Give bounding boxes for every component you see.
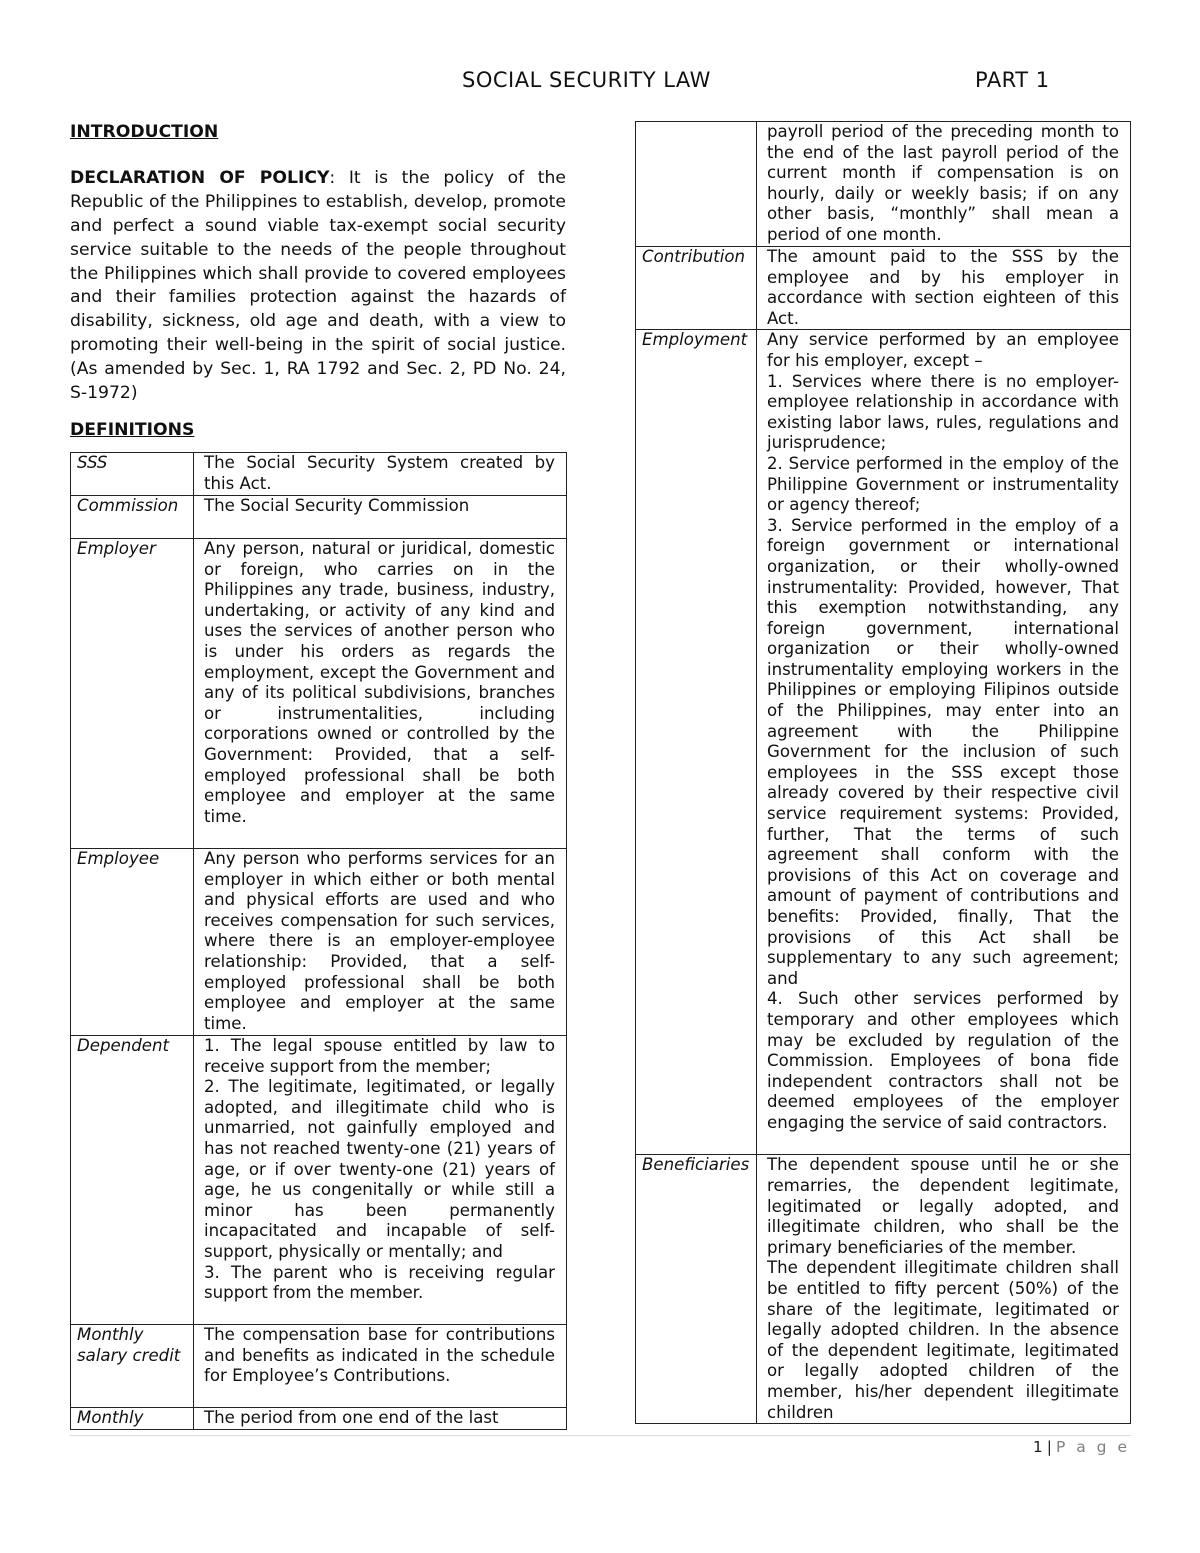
page-label: P a g e [1055, 1438, 1130, 1456]
term-monthly: Monthly [71, 1408, 194, 1430]
definition: The Social Security Commission [194, 496, 567, 539]
policy-label: DECLARATION OF POLICY [70, 167, 330, 188]
term-beneficiaries: Beneficiaries [636, 1155, 757, 1424]
definition: Any person, natural or juridical, domestic or foreign, who carries on in the Philippines any trade, business, industry, undertaking, or activity of any kind and uses the services of another person who is under his orders as regards the employment, except the Government and any of its political subdivisions, branches or instrumentalities, including corporations owned or controlled by the Government: Provided, that a self-employed professional shall be both employee and employer at the same time. [194, 539, 567, 849]
definition: The compensation base for contributions and benefits as indicated in the schedule for Employee’s Contributions. [194, 1325, 567, 1408]
footer-divider [70, 1435, 1131, 1436]
definition-paragraph: Any service performed by an employee for his employer, except – [767, 330, 1119, 370]
term-continued [636, 122, 757, 247]
table-row [636, 330, 1131, 1155]
definition-paragraph: 3. The parent who is receiving regular support from the member. [204, 1262, 555, 1303]
table-row [636, 1155, 1131, 1424]
definitions-table-right [635, 121, 1131, 1424]
term-contribution: Contribution [636, 247, 757, 330]
definition: payroll period of the preceding month to the end of the last payroll period of the current month if compensation is on hourly, daily or weekly basis; if on any other basis, “monthly” shall mean a period of one month. [757, 122, 1131, 247]
term-employment: Employment [636, 330, 757, 1155]
policy-text: : It is the policy of the Republic of the Philippines to establish, develop, promote and perfect a sound viable tax-exempt social security service suitable to the needs of the people throughout the Philippines which shall provide to covered employees and their families protection against the hazards of disability, sickness, old age and death, with a view to promoting their well-being in the spirit of social justice. (As amended by Sec. 1, RA 1792 and Sec. 2, PD No. 24, S-1972) [70, 167, 566, 404]
definition-paragraph: The dependent spouse until he or she remarries, the dependent legitimate, legitimated or legally adopted, and illegitimate children, who shall be the primary beneficiaries of the member. [767, 1155, 1119, 1257]
definition [194, 1036, 567, 1325]
definition-paragraph: 4. Such other services performed by temporary and other employees which may be excluded by regulation of the Commission. Employees of bona fide independent contractors shall not be deemed employees of the employer engaging the service of said contractors. [767, 989, 1119, 1132]
part-label: PART 1 [975, 68, 1050, 92]
definition-paragraph: 1. Services where there is no employer-employee relationship in accordance with existing labor laws, rules, regulations and jurisprudence; [767, 371, 1119, 453]
introduction-heading: INTRODUCTION [70, 122, 219, 142]
term-employer: Employer [71, 539, 194, 849]
definition: The amount paid to the SSS by the employee and by his employer in accordance with section eighteen of this Act. [757, 247, 1131, 330]
definition: Any person who performs services for an employer in which either or both mental and physical efforts are used and who receives compensation for such services, where there is an employer-employee relationship: Provided, that a self-employed professional shall be both employee and employer at the same time. [194, 849, 567, 1036]
definition [757, 1155, 1131, 1424]
definition-paragraph: 1. The legal spouse entitled by law to receive support from the member; [204, 1036, 555, 1076]
table-row [71, 1408, 567, 1430]
table-row [71, 1325, 567, 1408]
definition: The period from one end of the last [194, 1408, 567, 1430]
table-row [636, 247, 1131, 330]
left-column [70, 121, 566, 443]
term-employee: Employee [71, 849, 194, 1036]
definition-paragraph: 2. Service performed in the employ of the Philippine Government or instrumentality or agency thereof; [767, 453, 1119, 515]
term-commission: Commission [71, 496, 194, 539]
table-row [71, 1036, 567, 1325]
footer-separator: | [1046, 1438, 1052, 1456]
definitions-table-left [70, 452, 567, 1430]
definition-paragraph: 3. Service performed in the employ of a foreign government or international organization, or their wholly-owned instrumentality: Provided, however, That this exemption notwithstanding, any foreign government, international organization or their wholly-owned instrumentality employing workers in the Philippines or employing Filipinos outside of the Philippines, may enter into an agreement with the Philippine Government for the inclusion of such employees in the SSS except those already covered by their respective civil service requirement systems: Provided, further, That the terms of such agreement shall conform with the provisions of this Act on coverage and amount of payment of contributions and benefits: Provided, finally, That the provisions of this Act shall be supplementary to any such agreement; and [767, 515, 1119, 988]
definitions-heading: DEFINITIONS [70, 419, 195, 440]
definition-paragraph: 2. The legitimate, legitimated, or legally adopted, and illegitimate child who is unmarried, not gainfully employed and has not reached twenty-one (21) years of age, or if over twenty-one (21) years of age, he us congenitally or while still a minor has been permanently incapacitated and incapable of self-support, physically or mentally; and [204, 1077, 555, 1261]
table-row [71, 539, 567, 849]
definition [757, 330, 1131, 1155]
page-number: 1 [1032, 1438, 1043, 1456]
declaration-of-policy [70, 167, 566, 406]
document-title: SOCIAL SECURITY LAW [462, 68, 711, 92]
definition: The Social Security System created by this Act. [194, 453, 567, 496]
term-sss: SSS [71, 453, 194, 496]
table-row [71, 496, 567, 539]
term-dependent: Dependent [71, 1036, 194, 1325]
table-row [636, 122, 1131, 247]
term-monthly-salary-credit: Monthly salary credit [71, 1325, 194, 1408]
table-row [71, 453, 567, 496]
page-footer [1033, 1438, 1130, 1456]
definition-paragraph: The dependent illegitimate children shall be entitled to fifty percent (50%) of the share of the legitimate, legitimated or legally adopted children. In the absence of the dependent legitimate, legitimated or legally adopted children of the member, his/her dependent illegitimate children [767, 1258, 1119, 1422]
table-row [71, 849, 567, 1036]
